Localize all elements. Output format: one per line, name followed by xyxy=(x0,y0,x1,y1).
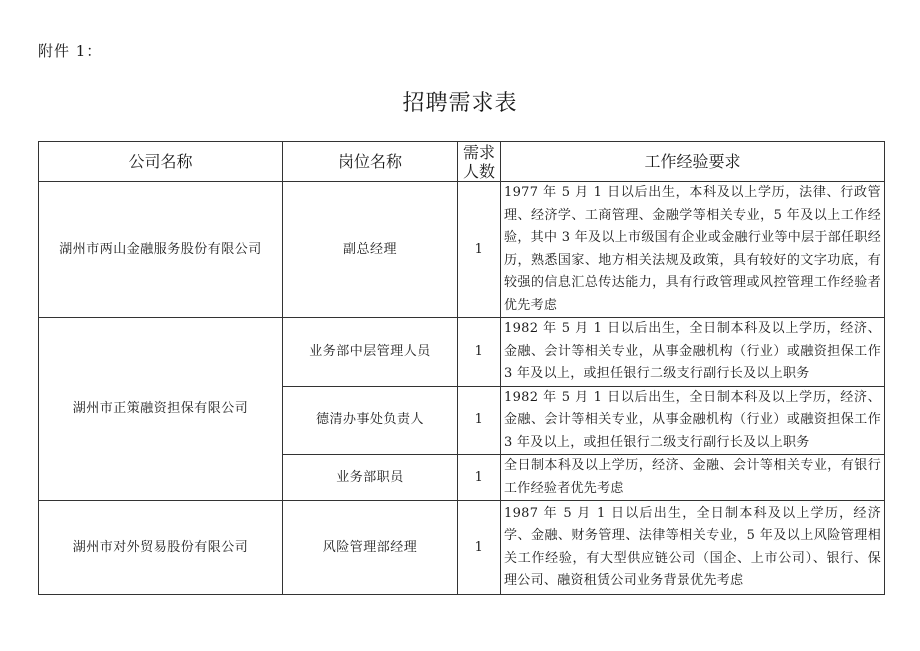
position-cell: 业务部中层管理人员 xyxy=(283,318,458,387)
header-requirements: 工作经验要求 xyxy=(501,142,885,182)
requirements-cell: 1977 年 5 月 1 日以后出生，本科及以上学历，法律、行政管理、经济学、工商管理、金融学等相关专业，5 年及以上工作经验，其中 3 年及以上市级国有企业或金融行业等中层于部任职经历，熟悉国家、地方相关法规及政策，具有较好的文字功底，有较强的信息汇总传达能力，具有行政管理或风控管理工作经验者优先考虑 xyxy=(501,182,885,318)
header-company: 公司名称 xyxy=(39,142,283,182)
position-cell: 德清办事处负责人 xyxy=(283,386,458,455)
position-cell: 副总经理 xyxy=(283,182,458,318)
requirements-cell: 1982 年 5 月 1 日以后出生，全日制本科及以上学历，经济、金融、会计等相关专业，从事金融机构（行业）或融资担保工作 3 年及以上，或担任银行二级支行副行长及以上职务 xyxy=(501,386,885,455)
table-row xyxy=(39,318,885,387)
header-count: 需求人数 xyxy=(458,142,501,182)
count-cell: 1 xyxy=(458,318,501,387)
table-row xyxy=(39,501,885,595)
company-name-cell: 湖州市正策融资担保有限公司 xyxy=(39,318,283,501)
count-cell: 1 xyxy=(458,386,501,455)
count-cell: 1 xyxy=(458,501,501,595)
requirements-cell: 1982 年 5 月 1 日以后出生，全日制本科及以上学历，经济、金融、会计等相关专业，从事金融机构（行业）或融资担保工作 3 年及以上，或担任银行二级支行副行长及以上职务 xyxy=(501,318,885,387)
attachment-label: 附件 1： xyxy=(38,42,103,60)
count-cell: 1 xyxy=(458,182,501,318)
page-title: 招聘需求表 xyxy=(402,91,518,116)
position-cell: 业务部职员 xyxy=(283,455,458,501)
table-row xyxy=(39,182,885,318)
header-position: 岗位名称 xyxy=(283,142,458,182)
position-cell: 风险管理部经理 xyxy=(283,501,458,595)
requirements-cell: 全日制本科及以上学历，经济、金融、会计等相关专业，有银行工作经验者优先考虑 xyxy=(501,455,885,501)
table-header-row xyxy=(39,142,885,182)
count-cell: 1 xyxy=(458,455,501,501)
requirements-cell: 1987 年 5 月 1 日以后出生，全日制本科及以上学历，经济学、金融、财务管理、法律等相关专业，5 年及以上风险管理相关工作经验，有大型供应链公司（国企、上市公司）、银行、保理公司、融资租赁公司业务背景优先考虑 xyxy=(501,501,885,595)
company-name-cell: 湖州市对外贸易股份有限公司 xyxy=(39,501,283,595)
recruitment-table xyxy=(38,141,885,595)
company-name-cell: 湖州市两山金融服务股份有限公司 xyxy=(39,182,283,318)
